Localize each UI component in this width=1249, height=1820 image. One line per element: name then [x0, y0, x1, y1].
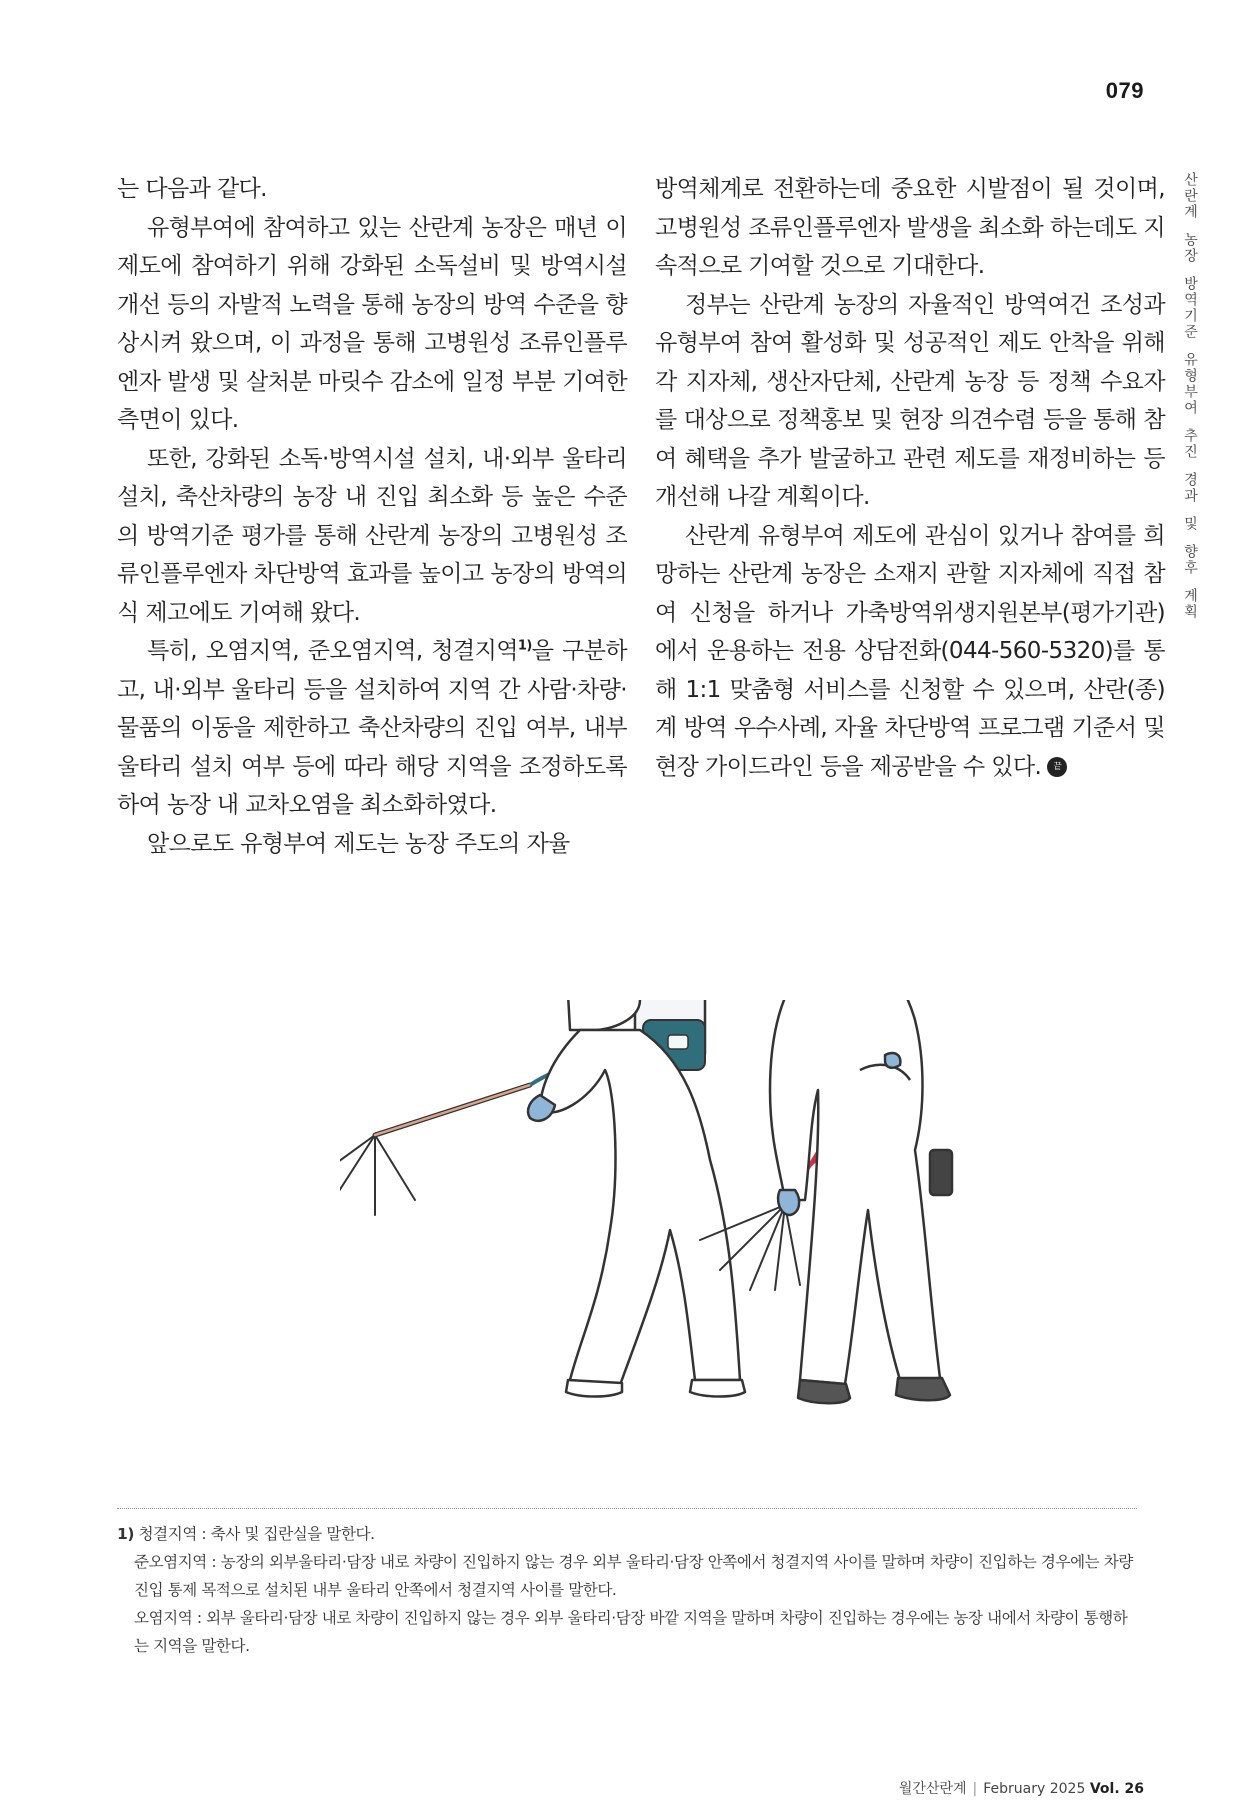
spray-lines-left [340, 1135, 415, 1215]
issue-date: February 2025 [983, 1781, 1086, 1797]
paragraph: 정부는 산란계 농장의 자율적인 방역여건 조성과 유형부여 참여 활성화 및 성공적인 제도 안착을 위해 각 지자체, 생산자단체, 산란계 농장 등 정책 수요자를 대상으로 정책홍보 및 현장 의견수렴 등을 통해 참여 혜택을 추가 발굴하고 관련 제도를 재정비하는 등 개선해 나갈 계획이다. [655, 291, 1165, 510]
side-tab-word: 추진 [1182, 428, 1198, 460]
side-tab-word: 방역기준 [1182, 276, 1198, 340]
paragraph: 또한, 강화된 소독·방역시설 설치, 내·외부 울타리 설치, 축산차량의 농장 내 진입 최소화 등 높은 수준의 방역기준 평가를 통해 산란계 농장의 고병원성 조류인플루엔자 차단방역 효과를 높이고 농장의 방역의식 제고에도 기여해 왔다. [117, 445, 627, 626]
footnote-item [117, 1520, 1137, 1548]
footnote-text: 청결지역 : 축사 및 집란실을 말한다. [138, 1525, 375, 1543]
worker-left [528, 1000, 745, 1397]
volume-number: Vol. 26 [1089, 1781, 1144, 1797]
footer-separator: | [972, 1781, 978, 1797]
paragraph-text: 특히, 오염지역, 준오염지역, 청결지역 [147, 638, 518, 664]
side-tab-word: 농장 [1182, 232, 1198, 264]
side-tab-word: 경과 [1182, 472, 1198, 504]
page-footer [899, 1778, 1144, 1798]
footnote-number: 1) [117, 1525, 135, 1543]
side-tab-word: 및 [1182, 516, 1198, 532]
footnote-text: 준오염지역 : 농장의 외부울타리·담장 내로 차량이 진입하지 않는 경우 외부 울타리·담장 안쪽에서 청결지역 사이를 말하며 차량이 진입하는 경우에는 차량 진입 통제 목적으로 설치된 내부 울타리 안쪽에서 청결지역 사이를 말한다. [134, 1553, 1133, 1599]
paragraph: 방역체계로 전환하는데 중요한 시발점이 될 것이며, 고병원성 조류인플루엔자 발생을 최소화 하는데도 지속적으로 기여할 것으로 기대한다. [655, 176, 1165, 279]
body-column-right [655, 170, 1165, 786]
paragraph [655, 517, 1165, 787]
side-tab-word: 유형부여 [1182, 352, 1198, 416]
paragraph [117, 632, 627, 825]
section-side-tab [1179, 172, 1201, 620]
side-tab-word: 계획 [1182, 588, 1198, 620]
paragraph-text: 을 구분하고, 내·외부 울타리 등을 설치하여 지역 간 사람·차량·물품의 이동을 제한하고 축산차량의 진입 여부, 내부 울타리 설치 여부 등에 따라 해당 지역을 조정하도록 하여 농장 내 교차오염을 최소화하였다. [117, 638, 627, 818]
footnote-text: 오염지역 : 외부 울타리·담장 내로 차량이 진입하지 않는 경우 외부 울타리·담장 바깥 지역을 말하며 차량이 진입하는 경우에는 농장 내에서 차량이 통행하는 지역을 말한다. [134, 1609, 1128, 1655]
footnote-divider [117, 1508, 1137, 1509]
paragraph: 유형부여에 참여하고 있는 산란계 농장은 매년 이 제도에 참여하기 위해 강화된 소독설비 및 방역시설 개선 등의 자발적 노력을 통해 농장의 방역 수준을 향상시켜 왔으며, 이 과정을 통해 고병원성 조류인플루엔자 발생 및 살처분 마릿수 감소에 일정 부분 기여한 측면이 있다. [117, 214, 627, 433]
magazine-name: 월간산란계 [898, 1781, 967, 1797]
disinfection-workers-illustration [340, 1000, 1160, 1480]
footnote-reference[interactable]: 1) [517, 638, 532, 654]
paragraph: 앞으로도 유형부여 제도는 농장 주도의 자율 [147, 830, 570, 857]
footnotes [117, 1520, 1137, 1660]
end-mark-icon: 끝 [1047, 757, 1067, 777]
paragraph: 는 다음과 같다. [117, 176, 267, 202]
body-column-left [117, 170, 627, 863]
page-number: 079 [1105, 78, 1144, 103]
paragraph-text: 산란계 유형부여 제도에 관심이 있거나 참여를 희망하는 산란계 농장은 소재지 관할 지자체에 직접 참여 신청을 하거나 가축방역위생지원본부(평가기관)에서 운용하는 전용 상담전화(044-560-5320)를 통해 1:1 맞춤형 서비스를 신청할 수 있으며, 산란(종)계 방역 우수사례, 자율 차단방역 프로그램 기준서 및 현장 가이드라인 등을 제공받을 수 있다. [655, 522, 1165, 780]
worker-right [770, 1000, 952, 1403]
side-tab-word: 산란계 [1182, 172, 1198, 220]
side-tab-word: 향후 [1182, 544, 1198, 576]
